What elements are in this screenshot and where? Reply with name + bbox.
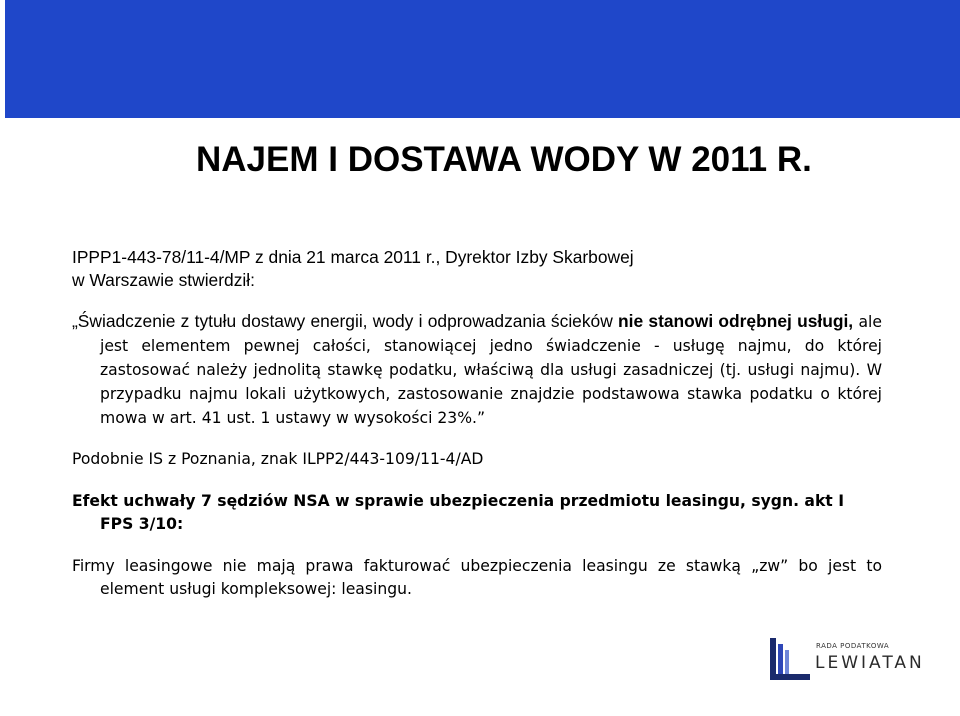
conclusion-paragraph: Firmy leasingowe nie mają prawa fakturować ubezpieczenia leasingu ze stawką „zw” bo jest to element usługi kompleksowej: leasingu. (72, 557, 882, 598)
quote-part-1: „Świadczenie z tytułu dostawy energii, wody i odprowadzania ścieków (72, 311, 619, 331)
lewiatan-logo (768, 636, 925, 686)
quote-bold: nie stanowi odrębnej usługi, (618, 311, 854, 331)
logo-big-text: LEWIATAN (815, 653, 925, 673)
similar-ruling: Podobnie IS z Poznania, znak ILPP2/443-109/11-4/AD (72, 450, 484, 468)
quote-part-2: ale jest elementem pewnej całości, stanowiącej jedno świadczenie - usługę najmu, do której zastosować należy jednolitą stawkę podatku, właściwą dla usługi zasadniczej (tj. usługi najmu). W przypadku najmu lokali użytkowych, zastosowanie znajdzie podstawowa stawka podatku o której mowa w art. 41 ust. 1 ustawy w wysokości 23%.” (100, 313, 882, 427)
resolution-heading: Efekt uchwały 7 sędziów NSA w sprawie ubezpieczenia przedmiotu leasingu, sygn. akt I FPS 3/10: (72, 492, 844, 533)
logo-small-text: RADA PODATKOWA (816, 642, 890, 650)
intro-paragraph (72, 246, 882, 292)
header-banner (5, 0, 960, 118)
document-body (72, 246, 882, 601)
page-title: NAJEM I DOSTAWA WODY W 2011 R. (196, 140, 812, 179)
intro-line-1: IPPP1-443-78/11-4/MP z dnia 21 marca 2011 r., Dyrektor Izby Skarbowej (72, 247, 634, 267)
logo-mark-icon (768, 636, 814, 686)
quote-paragraph (72, 310, 882, 430)
intro-line-2: w Warszawie stwierdził: (72, 270, 255, 290)
